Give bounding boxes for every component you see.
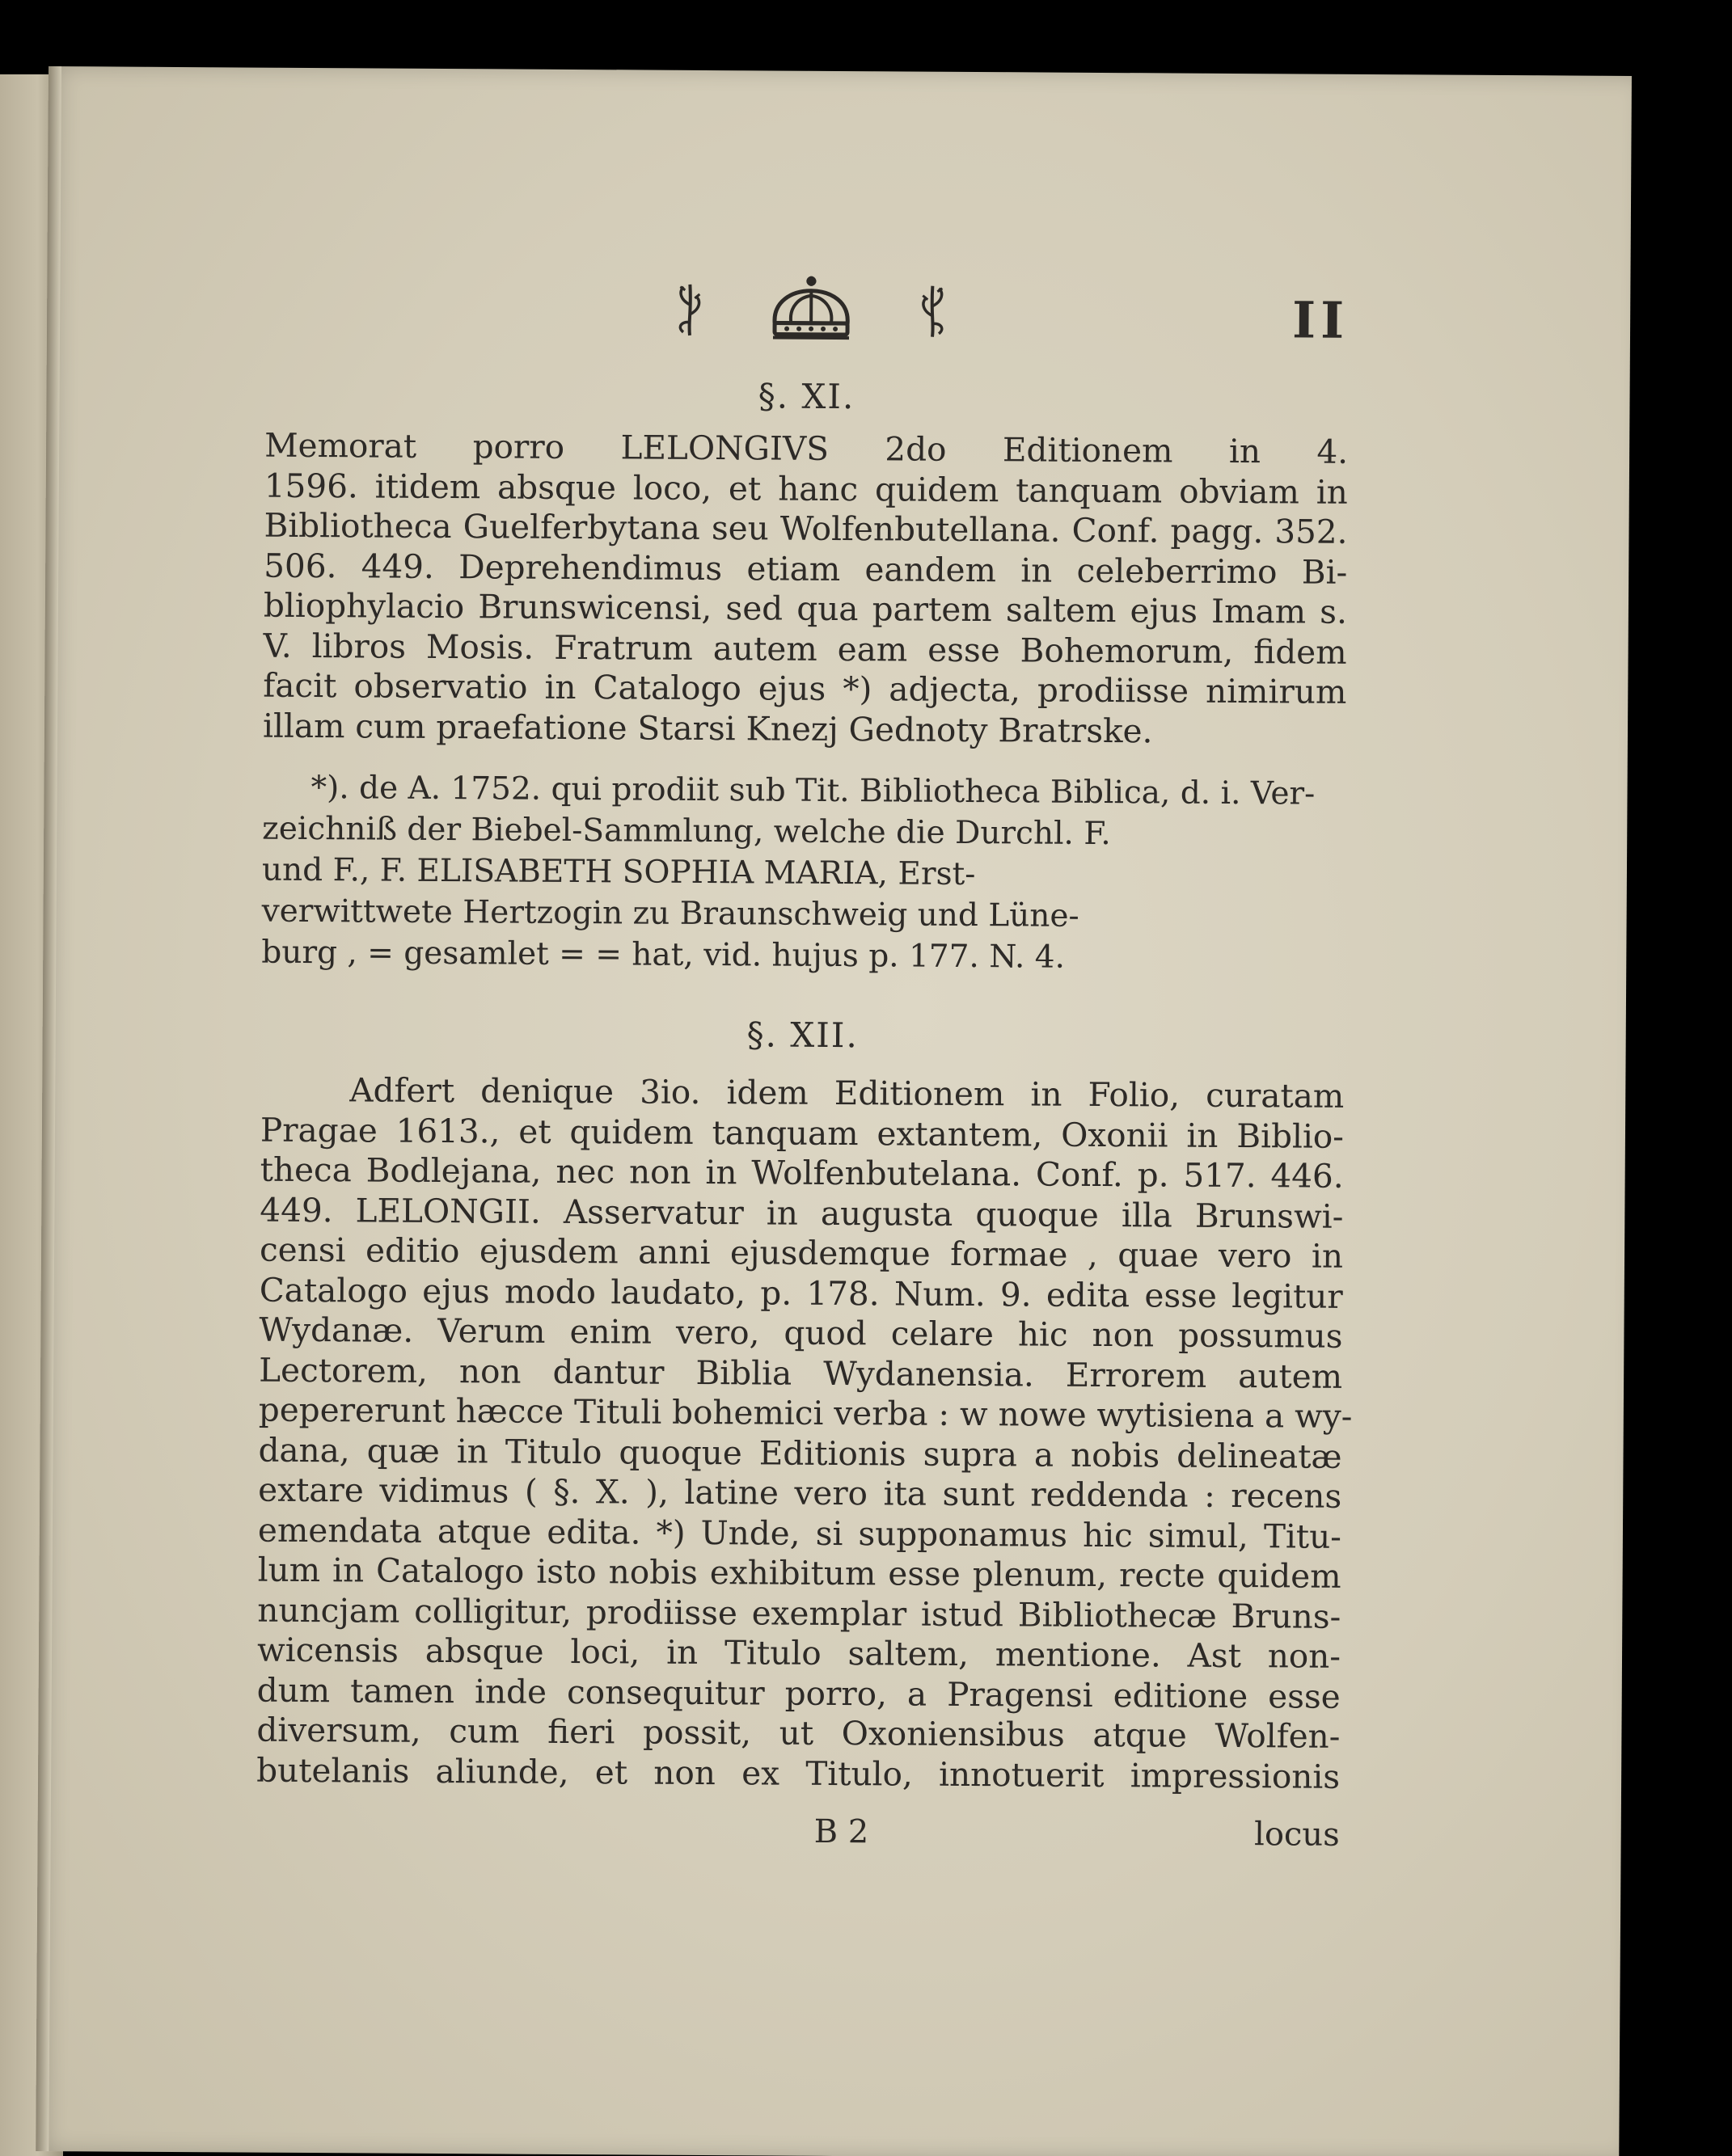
signature-mark: B 2	[813, 1812, 869, 1851]
section-12-text	[256, 1070, 1353, 1797]
text-line: theca Bodlejana, nec non in Wolfenbutelana. Conf. p. 517. 446.	[260, 1150, 1344, 1196]
headpiece-ornament	[265, 270, 1350, 349]
text-line: illam cum praefatione Starsi Knezj Gednoty Bratrske.	[262, 706, 1153, 750]
text-line: emendata atque edita. *) Unde, si supponamus hic simul, Titu-	[257, 1510, 1342, 1556]
text-line: censi editio ejusdem anni ejusdemque formae , quae vero in	[259, 1230, 1344, 1276]
crown-icon	[767, 272, 856, 346]
text-line: Pragae 1613., et quidem tanquam extantem, Oxonii in Biblio-	[260, 1110, 1345, 1156]
text-line: 1596. itidem absque loco, et hanc quidem tanquam obviam in	[264, 466, 1348, 512]
text-line: Adfert denique 3io. idem Editionem in Folio, curatam	[349, 1070, 1345, 1116]
text-line: 506. 449. Deprehendimus etiam eandem in celeberrimo Bi-	[264, 546, 1348, 592]
footnote-line: und F., F. ELISABETH SOPHIA MARIA, Erst-	[261, 851, 976, 893]
text-line: dum tamen inde consequitur porro, a Pragensi editione esse	[256, 1670, 1341, 1716]
text-line: V. libros Mosis. Fratrum autem eam esse Bohemorum, fidem	[263, 626, 1347, 672]
section-11-text	[263, 426, 1348, 753]
text-line: bliophylacio Brunswicensi, sed qua partem saltem ejus Imam s.	[263, 585, 1348, 631]
page-content	[256, 68, 1353, 1854]
text-line: wicensis absque loci, in Titulo saltem, mentione. Ast non-	[256, 1630, 1341, 1676]
text-line: Memorat porro LELONGIVS 2do Editionem in 4.	[264, 425, 1349, 471]
text-line: 449. LELONGII. Asservatur in augusta quoque illa Brunswi-	[260, 1190, 1344, 1236]
catchword: locus	[1253, 1816, 1340, 1854]
text-line: Catalogo ejus modo laudato, p. 178. Num. 9. edita esse legitur	[259, 1270, 1343, 1316]
footnote-line: *). de A. 1752. qui prodiit sub Tit. Bibliotheca Biblica, d. i. Ver-	[310, 770, 1316, 812]
text-line: pepererunt hæcce Tituli bohemici verba : w nowe wytisiena a wy-	[258, 1390, 1353, 1436]
text-line: nuncjam colligitur, prodiisse exemplar istud Bibliothecæ Bruns-	[257, 1590, 1341, 1636]
footnote-line: verwittwete Hertzogin zu Braunschweig und Lüne-	[261, 892, 1079, 935]
text-line: extare vidimus ( §. X. ), latine vero ita sunt reddenda : recens	[258, 1470, 1342, 1516]
fleuron-right-icon	[916, 282, 948, 339]
text-line: lum in Catalogo isto nobis exhibitum esse plenum, recte quidem	[257, 1550, 1341, 1596]
text-line: facit observatio in Catalogo ejus *) adjecta, prodiisse nimirum	[263, 665, 1347, 711]
text-line: diversum, cum fieri possit, ut Oxoniensibus atque Wolfen-	[256, 1710, 1341, 1756]
page-footer	[256, 1810, 1340, 1857]
page-number: II	[1291, 290, 1350, 350]
footnote-line: zeichniß der Biebel-Sammlung, welche die Durchl. F.	[262, 810, 1111, 853]
section-11-heading: §. XI.	[758, 376, 855, 417]
text-line: dana, quæ in Titulo quoque Editionis supra a nobis delineatæ	[258, 1430, 1342, 1476]
footnote-line: burg , = gesamlet = = hat, vid. hujus p. 177. N. 4.	[261, 934, 1066, 976]
book-page	[36, 66, 1632, 2156]
fleuron-left-icon	[674, 281, 706, 337]
text-line: Wydanæ. Verum enim vero, quod celare hic non possumus	[259, 1310, 1343, 1356]
text-line: Lectorem, non dantur Biblia Wydanensia. Errorem autem	[259, 1350, 1343, 1396]
text-line: butelanis aliunde, et non ex Titulo, innotuerit impressionis	[256, 1750, 1341, 1796]
footnote	[261, 767, 1346, 980]
text-line: Bibliotheca Guelferbytana seu Wolfenbutellana. Conf. pagg. 352.	[264, 505, 1348, 551]
section-12-heading: §. XII.	[746, 1015, 859, 1056]
